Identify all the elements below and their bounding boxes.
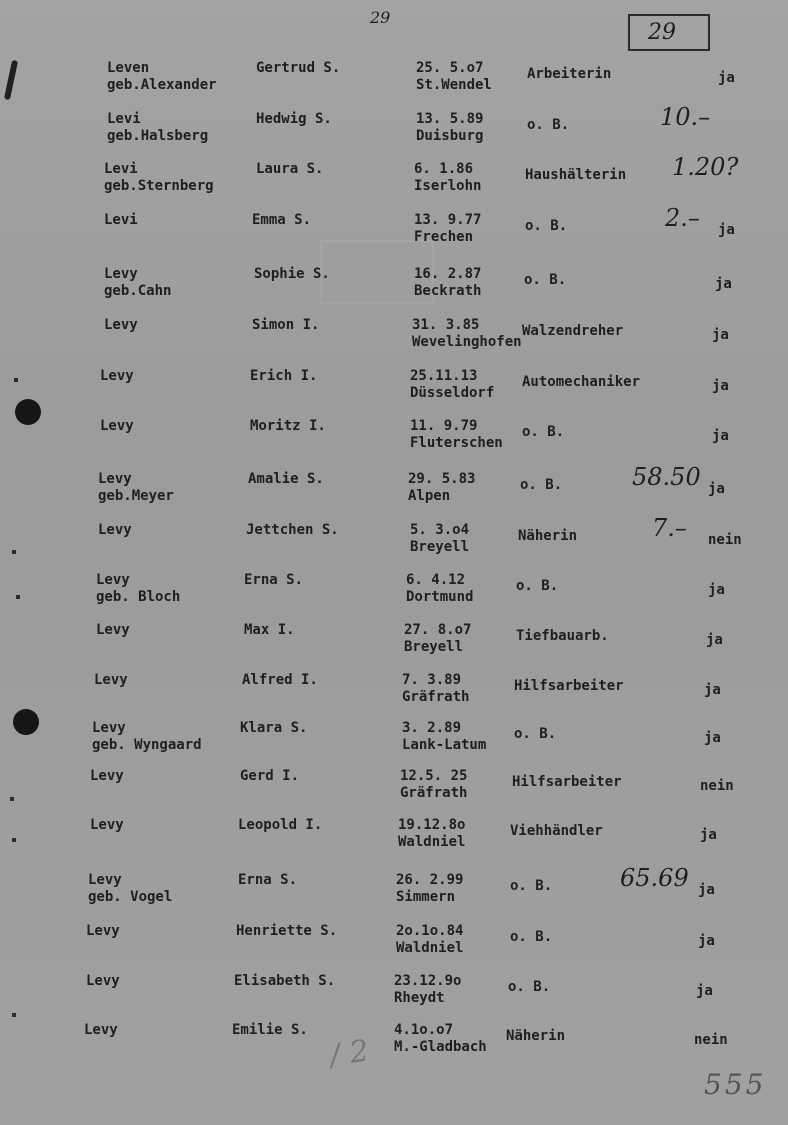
birth-date-place-cell: 19.12.8o Waldniel: [398, 817, 466, 850]
surname-cell: Levy: [94, 672, 128, 688]
occupation-cell: o. B.: [527, 117, 570, 133]
answer-cell: ja: [704, 730, 721, 746]
surname-cell: Levy: [90, 768, 124, 784]
first-name-cell: Laura S.: [256, 161, 324, 177]
table-row: [0, 153, 788, 203]
table-row: [0, 965, 788, 1015]
table-row: [0, 1014, 788, 1064]
archive-number: 555: [704, 1068, 767, 1101]
first-name-cell: Gerd I.: [240, 768, 300, 784]
occupation-cell: o. B.: [520, 477, 563, 493]
birth-date-place-cell: 3. 2.89 Lank-Latum: [402, 720, 487, 753]
table-row: [0, 712, 788, 762]
answer-cell: nein: [700, 778, 734, 794]
handwritten-amount-cell: 58.50: [632, 463, 701, 491]
answer-cell: ja: [718, 70, 735, 86]
table-row: [0, 103, 788, 153]
answer-cell: ja: [706, 632, 723, 648]
answer-cell: ja: [712, 327, 729, 343]
answer-cell: ja: [715, 276, 732, 292]
answer-cell: nein: [694, 1032, 728, 1048]
birth-date-place-cell: 27. 8.o7 Breyell: [404, 622, 472, 655]
surname-cell: Levy: [100, 368, 134, 384]
occupation-cell: Tiefbauarb.: [516, 628, 609, 644]
surname-cell: Levy: [86, 923, 120, 939]
surname-cell: Levi geb.Sternberg: [104, 161, 214, 194]
birth-date-place-cell: 13. 9.77 Frechen: [414, 212, 482, 245]
first-name-cell: Hedwig S.: [256, 111, 332, 127]
table-row: [0, 760, 788, 810]
page-number-box: [628, 14, 710, 51]
surname-cell: Levy geb.Cahn: [104, 266, 172, 299]
pencil-mark: / 2: [327, 1033, 371, 1074]
table-row: [0, 309, 788, 359]
handwritten-amount-cell: 2.–: [665, 204, 700, 232]
answer-cell: ja: [712, 378, 729, 394]
table-row: [0, 915, 788, 965]
handwritten-amount-cell: 10.–: [660, 103, 711, 131]
first-name-cell: Alfred I.: [242, 672, 318, 688]
answer-cell: ja: [704, 682, 721, 698]
answer-cell: ja: [708, 582, 725, 598]
first-name-cell: Moritz I.: [250, 418, 326, 434]
table-row: [0, 514, 788, 564]
occupation-cell: o. B.: [510, 929, 553, 945]
occupation-cell: Walzendreher: [522, 323, 624, 339]
first-name-cell: Erich I.: [250, 368, 318, 384]
first-name-cell: Erna S.: [244, 572, 304, 588]
surname-cell: Levy geb. Bloch: [96, 572, 181, 605]
first-name-cell: Emma S.: [252, 212, 312, 228]
surname-cell: Levy: [86, 973, 120, 989]
table-row: [0, 614, 788, 664]
table-row: [0, 410, 788, 460]
birth-date-place-cell: 23.12.9o Rheydt: [394, 973, 462, 1006]
surname-cell: Levy geb. Wyngaard: [92, 720, 202, 753]
surname-cell: Leven geb.Alexander: [107, 60, 217, 93]
first-name-cell: Amalie S.: [248, 471, 324, 487]
birth-date-place-cell: 25. 5.o7 St.Wendel: [416, 60, 492, 93]
table-row: [0, 564, 788, 614]
table-row: [0, 258, 788, 308]
handwritten-amount-cell: 1.20?: [672, 153, 739, 181]
first-name-cell: Max I.: [244, 622, 295, 638]
answer-cell: ja: [698, 882, 715, 898]
handwritten-amount-cell: 65.69: [620, 864, 689, 892]
first-name-cell: Jettchen S.: [246, 522, 339, 538]
occupation-cell: Hilfsarbeiter: [514, 678, 624, 694]
birth-date-place-cell: 6. 1.86 Iserlohn: [414, 161, 482, 194]
table-row: [0, 809, 788, 859]
occupation-cell: Arbeiterin: [527, 66, 612, 82]
first-name-cell: Elisabeth S.: [234, 973, 336, 989]
surname-cell: Levy: [84, 1022, 118, 1038]
first-name-cell: Klara S.: [240, 720, 308, 736]
answer-cell: ja: [712, 428, 729, 444]
surname-cell: Levy: [100, 418, 134, 434]
birth-date-place-cell: 4.1o.o7 M.-Gladbach: [394, 1022, 487, 1055]
table-row: [0, 52, 788, 102]
occupation-cell: Hilfsarbeiter: [512, 774, 622, 790]
surname-cell: Levy: [96, 622, 130, 638]
page-number-box-value: 29: [648, 20, 676, 45]
first-name-cell: Gertrud S.: [256, 60, 341, 76]
occupation-cell: o. B.: [510, 878, 553, 894]
surname-cell: Levi geb.Halsberg: [107, 111, 209, 144]
answer-cell: ja: [696, 983, 713, 999]
table-row: [0, 664, 788, 714]
occupation-cell: o. B.: [508, 979, 551, 995]
birth-date-place-cell: 2o.1o.84 Waldniel: [396, 923, 464, 956]
table-row: [0, 204, 788, 254]
occupation-cell: Näherin: [518, 528, 578, 544]
answer-cell: ja: [718, 222, 735, 238]
first-name-cell: Henriette S.: [236, 923, 338, 939]
first-name-cell: Erna S.: [238, 872, 298, 888]
table-row: [0, 360, 788, 410]
surname-cell: Levi: [104, 212, 138, 228]
table-row: [0, 463, 788, 513]
birth-date-place-cell: 7. 3.89 Gräfrath: [402, 672, 470, 705]
birth-date-place-cell: 6. 4.12 Dortmund: [406, 572, 474, 605]
birth-date-place-cell: 5. 3.o4 Breyell: [410, 522, 470, 555]
birth-date-place-cell: 25.11.13 Düsseldorf: [410, 368, 495, 401]
occupation-cell: Haushälterin: [525, 167, 627, 183]
surname-cell: Levy: [98, 522, 132, 538]
surname-cell: Levy geb. Vogel: [88, 872, 173, 905]
first-name-cell: Sophie S.: [254, 266, 330, 282]
first-name-cell: Simon I.: [252, 317, 320, 333]
answer-cell: ja: [700, 827, 717, 843]
answer-cell: ja: [708, 481, 725, 497]
occupation-cell: Viehhändler: [510, 823, 603, 839]
surname-cell: Levy: [90, 817, 124, 833]
occupation-cell: Automechaniker: [522, 374, 641, 390]
occupation-cell: o. B.: [514, 726, 557, 742]
first-name-cell: Emilie S.: [232, 1022, 308, 1038]
occupation-cell: o. B.: [522, 424, 565, 440]
birth-date-place-cell: 12.5. 25 Gräfrath: [400, 768, 468, 801]
page-number-handwritten: 29: [370, 8, 391, 27]
answer-cell: nein: [708, 532, 742, 548]
birth-date-place-cell: 29. 5.83 Alpen: [408, 471, 476, 504]
surname-cell: Levy geb.Meyer: [98, 471, 174, 504]
occupation-cell: o. B.: [524, 272, 567, 288]
table-row: [0, 864, 788, 914]
birth-date-place-cell: 31. 3.85 Wevelinghofen: [412, 317, 522, 350]
occupation-cell: o. B.: [525, 218, 568, 234]
occupation-cell: Näherin: [506, 1028, 566, 1044]
birth-date-place-cell: 26. 2.99 Simmern: [396, 872, 464, 905]
birth-date-place-cell: 16. 2.87 Beckrath: [414, 266, 482, 299]
birth-date-place-cell: 11. 9.79 Fluterschen: [410, 418, 503, 451]
handwritten-amount-cell: 7.–: [652, 514, 687, 542]
answer-cell: ja: [698, 933, 715, 949]
first-name-cell: Leopold I.: [238, 817, 323, 833]
surname-cell: Levy: [104, 317, 138, 333]
occupation-cell: o. B.: [516, 578, 559, 594]
birth-date-place-cell: 13. 5.89 Duisburg: [416, 111, 484, 144]
